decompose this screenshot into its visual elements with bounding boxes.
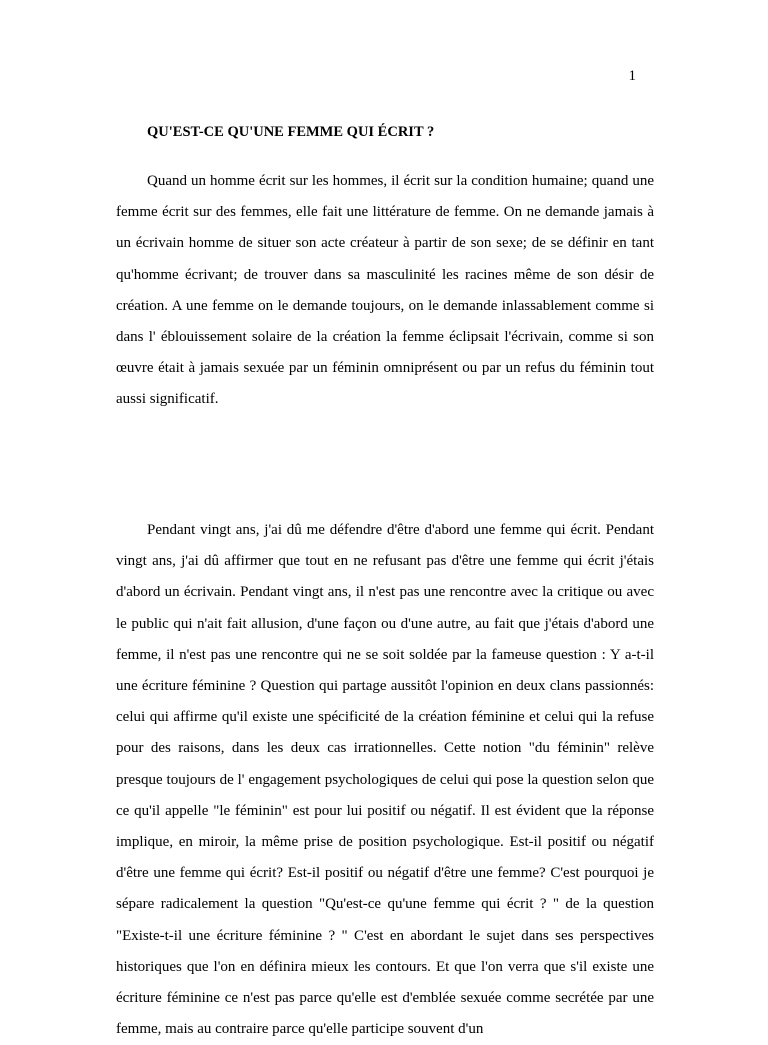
paragraph-2: Pendant vingt ans, j'ai dû me défendre d'être d'abord une femme qui écrit. Pendant vingt ans, j'ai dû affirmer que tout en ne refusant pas d'être une femme qui écrit j'étais d'abord un écrivain. Pendant vingt ans, il n'est pas une rencontre avec la critique ou avec le public qui n'ait fait allusion, d'une façon ou d'une autre, au fait que j'étais d'abord une femme, il n'est pas une rencontre qui ne se soit soldée par la fameuse question : Y a-t-il une écriture féminine ? Question qui partage aussitôt l'opinion en deux clans passionnés: celui qui affirme qu'il existe une spécificité de la création féminine et celui qui la refuse pour des raisons, dans les deux cas irrationnelles. Cette notion "du féminin" relève presque toujours de l' engagement psychologiques de celui qui pose la question selon que ce qu'il appelle "le féminin" est pour lui positif ou négatif. Il est évident que la réponse implique, en miroir, la même prise de position psychologique. Est-il positif ou négatif d'être une femme qui écrit? Est-il positif ou négatif d'être une femme? C'est pourquoi je sépare radicalement la question "Qu'est-ce qu'une femme qui écrit ? " de la question "Existe-t-il une écriture féminine ? " C'est en abordant le sujet dans ses perspectives historiques que l'on en définira mieux les contours. Et que l'on verra que s'il existe une écriture féminine ce n'est pas parce qu'elle est d'emblée sexuée comme secrétée par une femme, mais au contraire parce qu'elle participe souvent d'un xyxy=(116,522,654,1038)
page-number: 1 xyxy=(628,68,636,84)
paragraph-1: Quand un homme écrit sur les hommes, il écrit sur la condition humaine; quand une femme écrit sur des femmes, elle fait une littérature de femme. On ne demande jamais à un écrivain homme de situer son acte créateur à partir de son sexe; de se définir en tant qu'homme écrivant; de trouver dans sa masculinité les racines même de son désir de création. A une femme on le demande toujours, on le demande inlassablement comme si dans l' éblouissement solaire de la création la femme éclipsait l'écrivain, comme si son œuvre était à jamais sexuée par un féminin omniprésent ou par un refus du féminin tout aussi significatif. xyxy=(116,173,654,408)
page-title: QU'EST-CE QU'UNE FEMME QUI ÉCRIT ? xyxy=(147,124,435,140)
